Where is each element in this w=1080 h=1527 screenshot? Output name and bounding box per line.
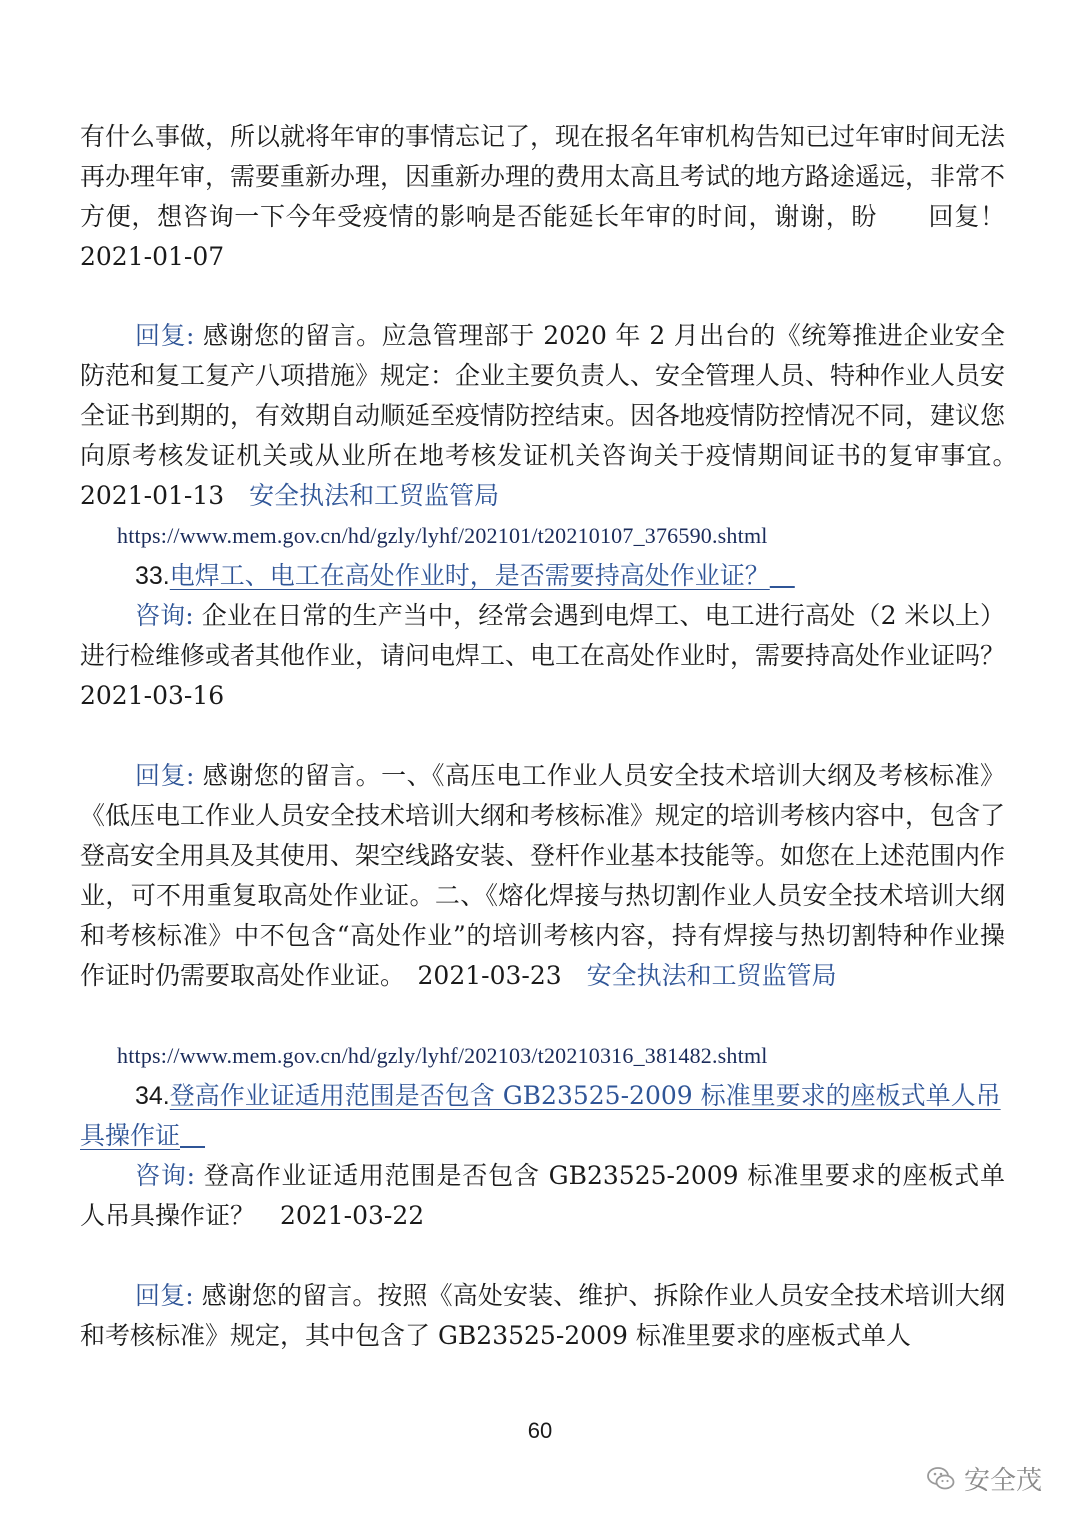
source-url[interactable]: https://www.mem.gov.cn/hd/gzly/lyhf/202101/t20210107_376590.shtml bbox=[117, 523, 768, 548]
reply-33 bbox=[80, 756, 1005, 996]
consult-text: 企业在日常的生产当中，经常会遇到电焊工、电工进行高处（2 米以上）进行检维修或者其他作业，请问电焊工、电工在高处作业时，需要持高处作业证吗？ 2021-03-16 bbox=[80, 601, 1031, 710]
question-text: 有什么事做，所以就将年审的事情忘记了，现在报名年审机构告知已过年审时间无法再办理年审，需要重新办理，因重新办理的费用太高且考试的地方路途遥远，非常不方便，想咨询一下今年受疫情的影响是否能延长年审的时间，谢谢，盼 回复！ 2021-01-07 bbox=[80, 122, 1031, 271]
reply-text: 感谢您的留言。一、《高压电工作业人员安全技术培训大纲及考核标准》《低压电工作业人员安全技术培训大纲和考核标准》规定的培训考核内容中，包含了登高安全用具及其使用、架空线路安装、登杆作业基本技能等。如您在上述范围内作业，可不用重复取高处作业证。二、《熔化焊接与热切割作业人员安全技术培训大纲和考核标准》中不包含“高处作业”的培训考核内容，持有焊接与热切割特种作业操作证时仍需要取高处作业证。 2021-03-23 bbox=[80, 761, 1006, 990]
consult-text: 登高作业证适用范围是否包含 GB23525-2009 标准里要求的座板式单人吊具操作证？ 2021-03-22 bbox=[80, 1161, 1005, 1230]
reply-32 bbox=[80, 316, 1031, 516]
reply-label: 回复: bbox=[135, 761, 195, 790]
consult-33 bbox=[80, 596, 1031, 716]
question-34-heading bbox=[80, 1076, 1005, 1156]
consult-34 bbox=[80, 1156, 1005, 1236]
watermark bbox=[926, 1460, 1042, 1497]
wechat-icon bbox=[926, 1464, 956, 1494]
reply-department: 安全执法和工贸监管局 bbox=[586, 961, 837, 990]
reply-label: 回复: bbox=[135, 321, 195, 350]
watermark-text: 安全茂 bbox=[963, 1466, 1042, 1496]
question-33-link[interactable]: 电焊工、电工在高处作业时，是否需要持高处作业证？ bbox=[169, 561, 770, 590]
reply-34 bbox=[80, 1276, 1005, 1356]
reply-text: 感谢您的留言。应急管理部于 2020 年 2 月出台的《统筹推进企业安全防范和复工复产八项措施》规定：企业主要负责人、安全管理人员、特种作业人员安全证书到期的，有效期自动顺延至疫情防控结束。因各地疫情防控情况不同，建议您向原考核发证机关或从业所在地考核发证机关咨询关于疫情期间证书的复审事宜。 2021-01-13 bbox=[80, 321, 1031, 510]
consult-label: 咨询: bbox=[135, 1161, 196, 1190]
reply-text: 感谢您的留言。按照《高处安装、维护、拆除作业人员安全技术培训大纲和考核标准》规定，其中包含了 GB23525-2009 标准里要求的座板式单人 bbox=[80, 1281, 1005, 1350]
question-number: 33. bbox=[135, 562, 170, 590]
question-34-link[interactable]: 登高作业证适用范围是否包含 GB23525-2009 标准里要求的座板式单人吊具操作证 bbox=[80, 1081, 1001, 1150]
reply-department: 安全执法和工贸监管局 bbox=[249, 481, 500, 510]
reply-label: 回复: bbox=[135, 1281, 194, 1310]
question-number: 34. bbox=[135, 1082, 170, 1110]
question-33-heading bbox=[80, 556, 1005, 596]
page-number: 60 bbox=[527, 1418, 553, 1443]
source-url[interactable]: https://www.mem.gov.cn/hd/gzly/lyhf/202103/t20210316_381482.shtml bbox=[117, 1043, 768, 1068]
consult-label: 咨询: bbox=[135, 601, 194, 630]
paragraph-question-continuation bbox=[80, 117, 1031, 277]
